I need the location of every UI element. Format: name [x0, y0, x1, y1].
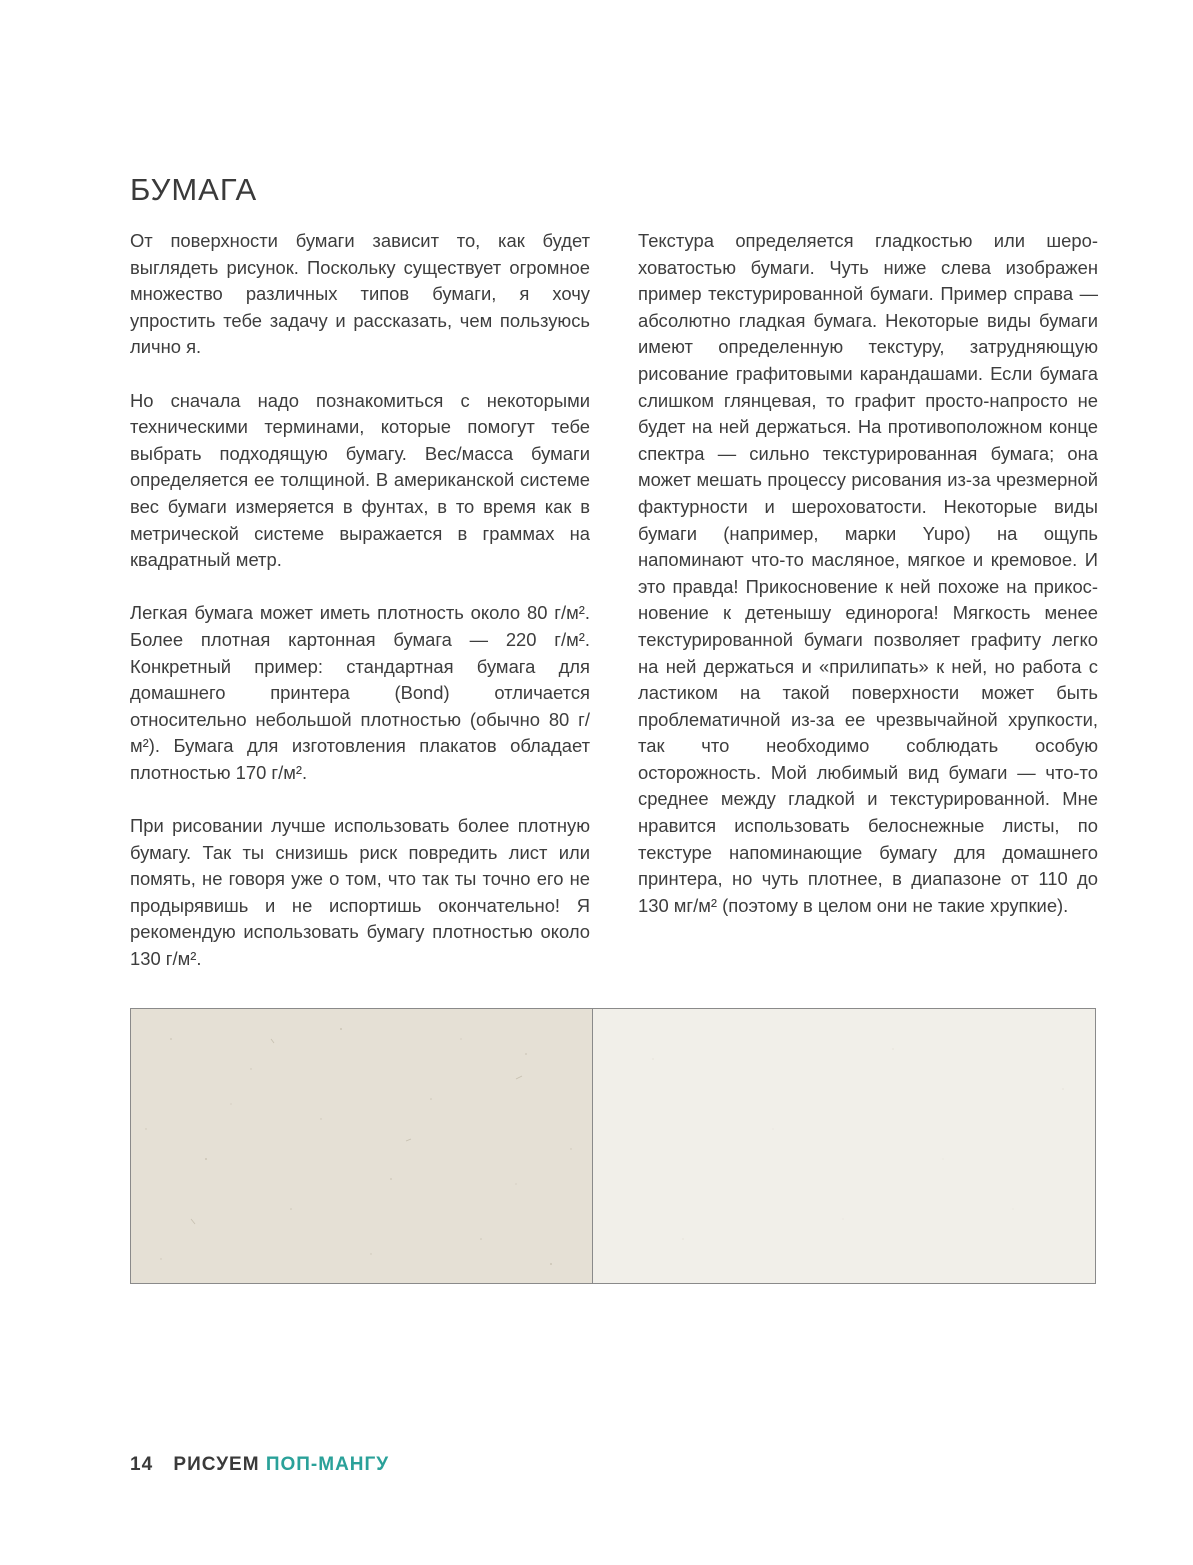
paragraph: От поверхности бумаги зависит то, как будет выглядеть рисунок. Поскольку существует огромное множество различных типов бумаги, я хочу упростить тебе задачу и рассказать, чем пользуюсь лично я. [130, 230, 590, 358]
paper-samples-figure [130, 1008, 1096, 1284]
paragraph: Легкая бумага может иметь плотность около 80 г/м². Более плотная картонная бумага — 220 г/м². Конкретный пример: стандартная бумага для домашнего принтера (Bond) отличается относительно небольшой плотностью (обычно 80 г/м²). Бумага для изготовления плакатов обладает плотностью 170 г/м². [130, 602, 590, 783]
paragraph: Но сначала надо познакомиться с некоторыми техническими терминами, которые помогут тебе выбрать подходящую бумагу. Вес/масса бумаги определяется ее толщиной. В американской системе вес бумаги измеряется в фунтах, в то время как в метрической системе выражается в граммах на квадратный метр. [130, 389, 590, 571]
page-number: 14 [130, 1454, 154, 1475]
smooth-paper-sample [593, 1009, 1095, 1283]
page-title: БУМАГА [130, 172, 258, 207]
paragraph: При рисовании лучше использовать более плотную бумагу. Так ты снизишь риск повредить лист или помять, не говоря уже о том, что так ты точно его не продырявишь и не испортишь окончательно! Я рекомендую использовать бумагу плотностью около 130 г/м². [130, 815, 590, 970]
page-footer [130, 1454, 389, 1476]
paper-texture-speckles [593, 1009, 1095, 1283]
book-title-part1: РИСУЕМ [173, 1454, 260, 1475]
paper-texture-speckles [131, 1009, 592, 1283]
paragraph: Текстура определяется гладкостью или шероховатостью бумаги. Чуть ниже слева изображен пример текстурированной бумаги. Пример справа — абсолютно гладкая бумага. Некоторые виды бумаги имеют определенную текстуру, затрудняющую рисование графитовыми карандашами. Если бумага слишком глянцевая, то графит просто-напросто не будет на ней держаться. На противоположном конце спектра — сильно текстурированная бумага; она может мешать процессу рисования из-за чрезмерной фактурности и шероховатости. Некоторые виды бумаги (например, марки Yupo) на ощупь напоминают что-то масляное, мягкое и кремовое. И это правда! Прикосновение к ней похоже на прикосновение к детенышу единорога! Мягкость менее текстурированной бумаги позволяет графиту легко на ней держаться и «прилипать» к ней, но работа с ластиком на такой поверхности может быть проблематичной из-за ее чрезвычайной хрупкости, так что необходимо соблюдать особую осторожность. Мой любимый вид бумаги — что-то среднее между гладкой и текстурированной. Мне нравится использовать белоснежные листы, по текстуре напоминающие бумагу для домашнего принтера, но чуть плотнее, в диапазоне от 110 до 130 мг/м² (поэтому в целом они не такие хрупкие). [638, 230, 1098, 916]
book-title-part2: ПОП-МАНГУ [265, 1454, 390, 1475]
right-text-column [638, 228, 1098, 946]
left-text-column [130, 228, 590, 999]
textured-paper-sample [131, 1009, 593, 1283]
